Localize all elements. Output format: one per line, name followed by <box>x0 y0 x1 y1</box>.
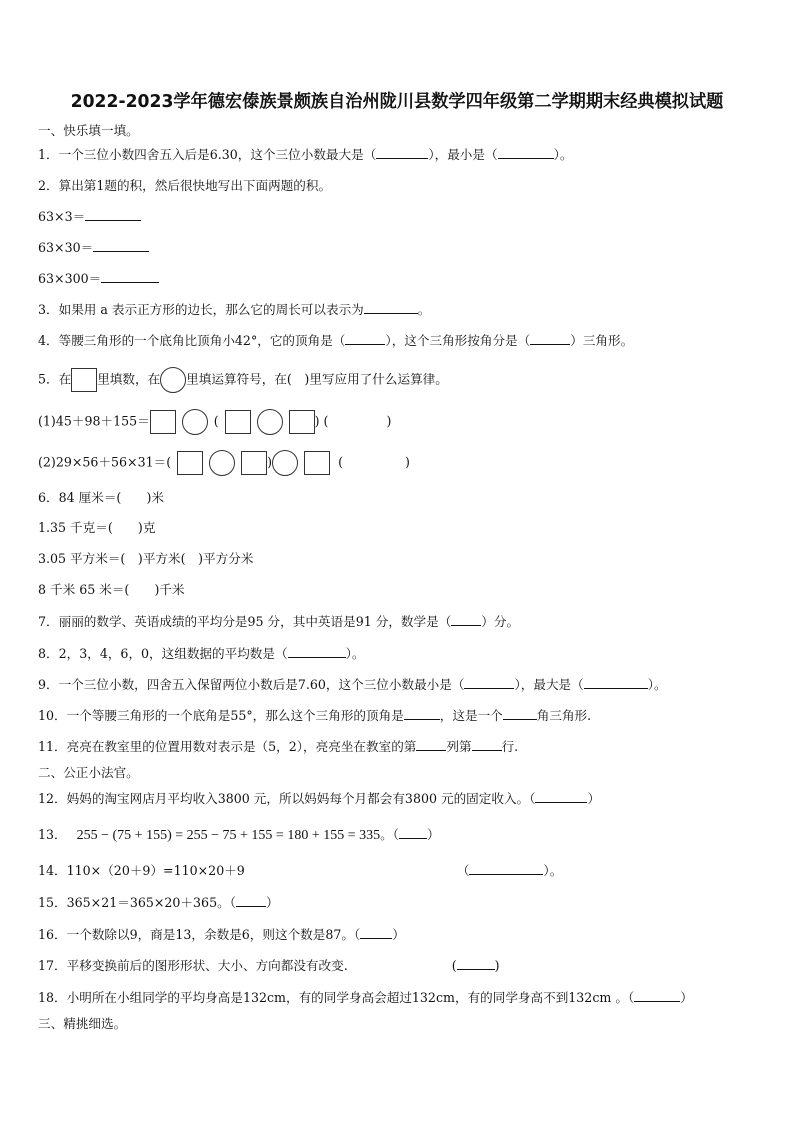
operator-circle[interactable] <box>209 450 235 476</box>
answer-blank[interactable] <box>288 645 346 658</box>
expression-63x30: 63×30＝ <box>38 239 149 257</box>
question-10: 10．一个等腰三角形的一个底角是55°，那么这个三角形的顶角是 ，这是一个 角三角形. <box>38 708 592 723</box>
question-number: 2． <box>38 178 59 193</box>
question-6-line-2: 1.35 千克＝( )克 <box>38 520 156 535</box>
section-heading-3: 三、精挑细选。 <box>38 1016 127 1031</box>
answer-blank[interactable] <box>101 270 159 283</box>
answer-blank[interactable] <box>93 239 149 252</box>
answer-blank[interactable] <box>451 613 481 626</box>
answer-box[interactable] <box>289 410 315 434</box>
question-2 <box>38 177 331 195</box>
question-9: 9．一个三位小数，四舍五入保留两位小数后是7.60，这个三位小数最小是（ ），最大是（ ）。 <box>38 677 667 692</box>
answer-box[interactable] <box>225 410 251 434</box>
question-number: 12． <box>38 791 67 806</box>
math-expression: 110×（20＋9）=110×20＋9 <box>66 863 245 878</box>
operator-circle[interactable] <box>272 450 298 476</box>
expression-63x300: 63×300＝ <box>38 270 159 288</box>
answer-box[interactable] <box>304 451 330 475</box>
answer-blank[interactable] <box>634 989 680 1002</box>
question-number: 15． <box>38 895 67 910</box>
question-6-line-3: 3.05 平方米＝( )平方米( )平方分米 <box>38 551 254 566</box>
question-5-part-1: (1)45＋98＋155＝ ( ) ( ) <box>38 409 391 435</box>
answer-blank[interactable] <box>364 301 418 314</box>
question-15: 15．365×21＝365×20＋365。（ ） <box>38 895 279 910</box>
question-number: 8． <box>38 646 59 661</box>
question-14: 14．110×（20＋9）=110×20＋9 （ ）。 <box>38 863 563 878</box>
answer-box[interactable] <box>241 451 267 475</box>
question-text: 算出第1题的积，然后很快地写出下面两题的积。 <box>58 178 332 193</box>
question-18: 18．小明所在小组同学的平均身高是132cm，有的同学身高会超过132cm，有的同学身高不到132cm 。（ ） <box>38 990 693 1005</box>
question-text: 等腰三角形的一个底角比顶角小42°，它的顶角是（ <box>58 333 346 348</box>
answer-blank[interactable] <box>457 957 495 970</box>
question-text: ）三角形。 <box>570 333 634 348</box>
question-5: 5．在 里填数，在 里填运算符号，在( )里写应用了什么运算律。 <box>38 367 448 393</box>
section-heading-1: 一、快乐填一填。 <box>38 123 139 138</box>
answer-blank[interactable] <box>498 146 554 159</box>
page-title: 2022-2023学年德宏傣族景颇族自治州陇川县数学四年级第二学期期末经典模拟试题 <box>70 92 724 112</box>
question-number: 3． <box>38 302 59 317</box>
question-text: ），这个三角形按角分是（ <box>385 333 531 348</box>
math-expression: 255 − (75 + 155) = 255 − 75 + 155 = 180 + 155 = 335 <box>76 828 381 843</box>
question-12: 12．妈妈的淘宝网店月平均收入3800 元，所以妈妈每个月都会有3800 元的固定收入。（ ） <box>38 791 601 806</box>
answer-blank[interactable] <box>464 676 514 689</box>
answer-box[interactable] <box>177 451 203 475</box>
answer-blank[interactable] <box>399 826 427 839</box>
square-box-icon <box>71 368 97 392</box>
answer-blank[interactable] <box>360 926 392 939</box>
question-number: 11． <box>38 739 67 754</box>
question-8: 8．2，3，4，6，0，这组数据的平均数是（ ）。 <box>38 646 365 661</box>
question-number: 10． <box>38 708 67 723</box>
answer-blank[interactable] <box>584 676 648 689</box>
question-text: 如果用 a 表示正方形的边长，那么它的周长可以表示为 <box>58 302 364 317</box>
question-3: 3．如果用 a 表示正方形的边长，那么它的周长可以表示为 。 <box>38 302 431 317</box>
question-6-line-1: 6．84 厘米＝( )米 <box>38 490 165 505</box>
answer-blank[interactable] <box>503 707 537 720</box>
section-heading-2: 二、公正小法官。 <box>38 765 139 780</box>
answer-blank[interactable] <box>376 146 428 159</box>
question-text: ），最小是（ <box>428 147 498 162</box>
question-1 <box>38 146 572 164</box>
answer-blank[interactable] <box>535 790 587 803</box>
question-4 <box>38 332 633 350</box>
operator-circle[interactable] <box>257 409 283 435</box>
question-text: ）。 <box>553 147 573 162</box>
question-number: 9． <box>38 677 59 692</box>
operator-circle[interactable] <box>182 409 208 435</box>
question-6-line-4: 8 千米 65 米＝( )千米 <box>38 582 185 597</box>
question-number: 17． <box>38 958 67 973</box>
answer-blank[interactable] <box>85 208 141 221</box>
answer-blank[interactable] <box>530 332 570 345</box>
question-number: 13． <box>38 827 67 842</box>
question-5-part-2: (2)29×56＋56×31＝( ) ( ) <box>38 450 410 476</box>
question-number: 14． <box>38 863 67 878</box>
answer-blank[interactable] <box>469 862 543 875</box>
question-number: 5． <box>38 371 59 387</box>
answer-box[interactable] <box>150 410 176 434</box>
answer-blank[interactable] <box>416 738 446 751</box>
question-17: 17．平移变换前后的图形形状、大小、方向都没有改变. ( ) <box>38 958 500 973</box>
answer-blank[interactable] <box>472 738 502 751</box>
question-13: 13． 255 − (75 + 155) = 255 − 75 + 155 = 180 + 155 = 335。（ ） <box>38 827 440 843</box>
math-expression: 365×21＝365×20＋365。（ <box>66 895 236 910</box>
question-number: 6． <box>38 490 59 505</box>
question-7: 7．丽丽的数学、英语成绩的平均分是95 分，其中英语是91 分，数学是（ ）分。 <box>38 614 520 629</box>
question-16: 16．一个数除以9，商是13，余数是6，则这个数是87。（ ） <box>38 927 405 942</box>
question-number: 18． <box>38 990 67 1005</box>
question-number: 16． <box>38 927 67 942</box>
question-number: 1． <box>38 147 59 162</box>
answer-blank[interactable] <box>404 707 440 720</box>
circle-icon <box>160 367 186 393</box>
question-11: 11．亮亮在教室里的位置用数对表示是（5，2），亮亮坐在教室的第 列第 行. <box>38 739 519 754</box>
expression-63x3: 63×3＝ <box>38 208 141 226</box>
answer-blank[interactable] <box>236 894 266 907</box>
answer-blank[interactable] <box>345 332 385 345</box>
question-text: 一个三位小数四舍五入后是6.30，这个三位小数最大是（ <box>58 147 377 162</box>
question-number: 7． <box>38 614 59 629</box>
question-number: 4． <box>38 333 59 348</box>
